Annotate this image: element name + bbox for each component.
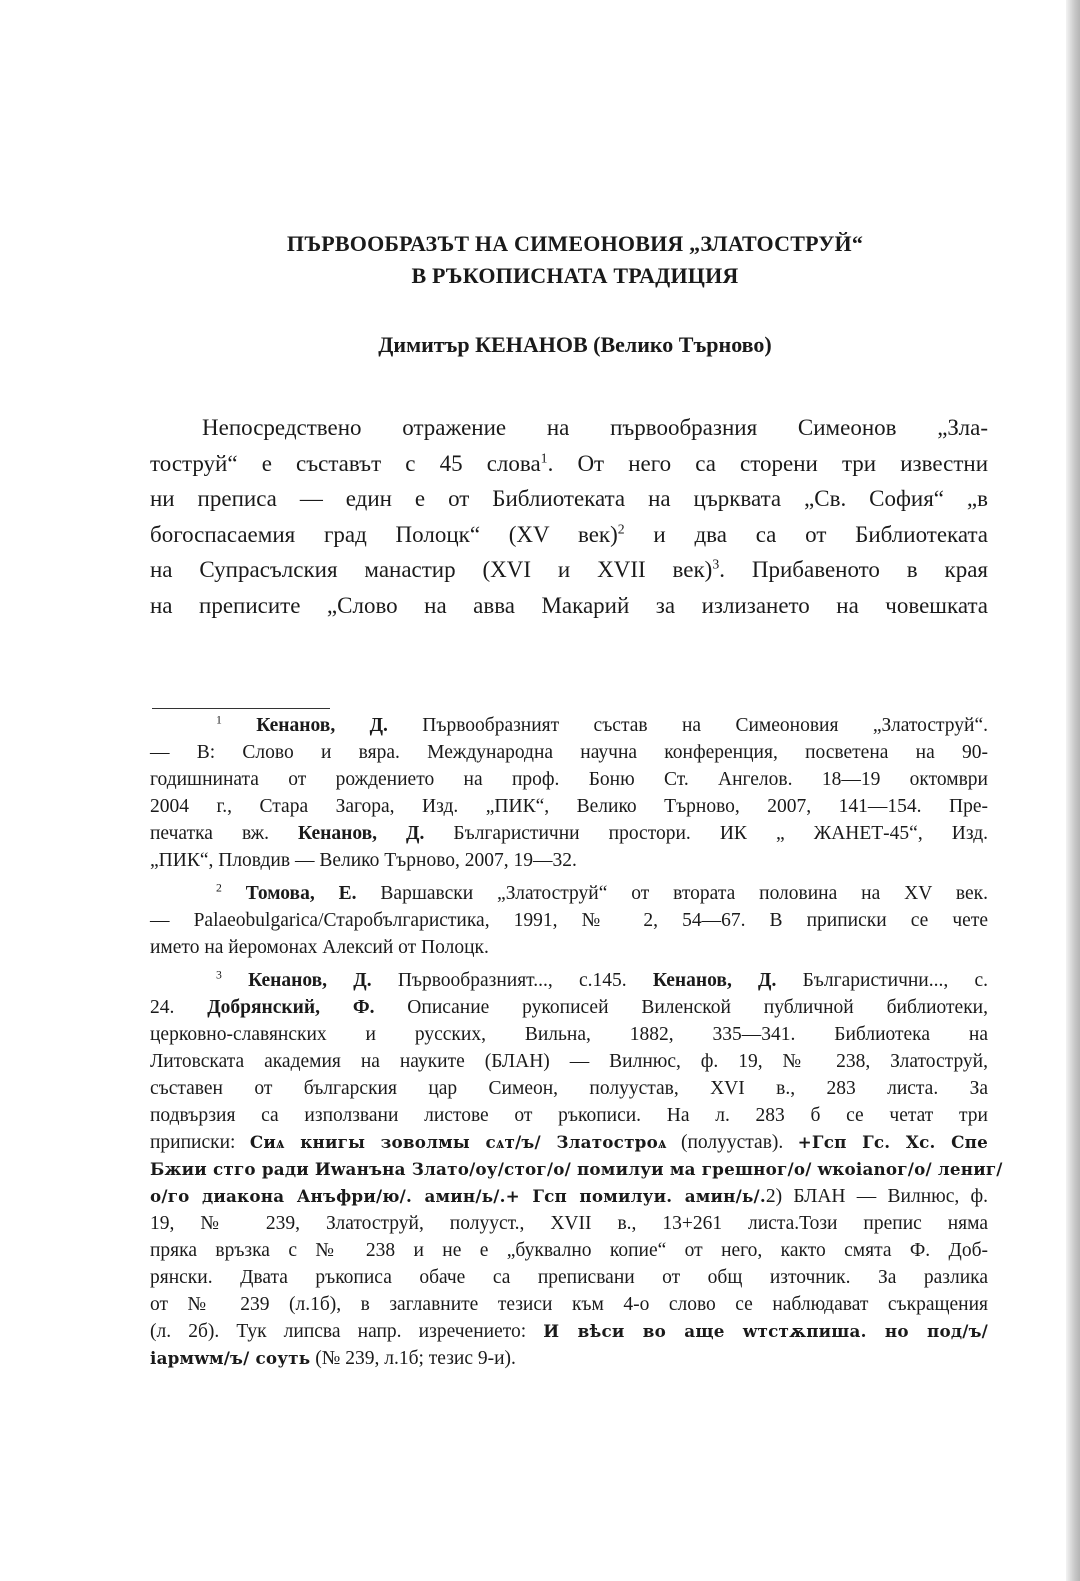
church-slavonic-text: iармwм/ъ/ соуть: [150, 1348, 311, 1368]
footnote-3: $^3$ Кенанов, Д. Първообразният..., с.145. Кенанов, Д. Българистични..., с. 24. Добрянский, Ф. Описание рукописей Виленской публичной библиотеки, церковно-славянских и русских, Вильна, 1882, 335—341. Библиотека на Литовската академия на науките (БЛАН) — Вилнюс, ф. 19, № 238, Златоструй, съставен от българския цар Симеон, полуустав, XVI в., 283 листа. За подвързия са използвани листове от ръкописи. На л. 283 б се четат три приписки: Сиѧ книгы зоволмы сѧт/ъ/ Златостроѧ (полуустав). +Гсп Гс. Хс. Спе Бжии стго ради Иwанъна Злато/оу/стог/о/ помилуи ма грешног/о/ wкоianог/о/ лениг/ о/го диакона Анъфри/ю/. амин/ь/.+ Гсп помилуи. амин/ь/.2) БЛАН — Вилнюс, ф. 19, № 239, Златоструй, полууст., XVII в., 13+261 листа.Този препис няма пряка връзка с № 238 и не е „буквално копие“ от него, както смята Ф. Доб- рянски. Двата ръкописа обаче са преписвани от общ източник. За разлика от № 239 (л.1б), в заглавните тезиси към 4-о слово се наблюдават съкращения (л. 2б). Тук липсва напр. изречението: И вѣси во аще wтстѫпиша. но под/ъ/ iармwм/ъ/ соуть (№ 239, л.1б; тезис 9-и).: [150, 968, 1003, 1369]
body-line: на преписите „Слово на авва Макарий за излизането на човешката: [150, 592, 988, 618]
footnote-2: $^2$ Томова, Е. Варшавски „Златоструй“ от втората половина на XV век. — Palaeobulgarica/Старобългаристика, 1991, № 2, 54—67. В приписки се чете името на йеромонах Алексий от Полоцк.: [150, 881, 988, 958]
body-line: тоструй“ е съставът с 45 слова$^1$. От него са сторени три известни: [150, 449, 988, 476]
church-slavonic-text: Сиѧ книгы зоволмы сѧт/ъ/ Златостроѧ: [249, 1132, 667, 1152]
footnote-number: 1: [216, 713, 222, 727]
footnote-ref-1: 1: [540, 449, 548, 465]
body-line: Непосредствено отражение на първообразния Симеонов „Зла-: [202, 415, 988, 440]
footnote-1: $^1$ Кенанов, Д. Първообразният състав на Симеоновия „Златоструй“. — В: Слово и вяра. Международна научна конференция, посветена на 90- годишнината от рождението на проф. Боню Ст. Ангелов. 18—19 октомври 2004 г., Стара Загора, Изд. „ПИК“, Велико Търново, 2007, 141—154. Пре- печатка вж. Кенанов, Д. Българистични простори. ИК „ ЖАНЕТ-45“, Изд. „ПИК“, Пловдив — Велико Търново, 2007, 19—32.: [150, 713, 989, 871]
church-slavonic-text: И вѣси во аще wтстѫпиша. но под/ъ/: [543, 1321, 988, 1341]
body-line: на Супрасълския манастир (XVI и XVII век)$^3$. Прибавеното в края: [150, 556, 989, 582]
footnote-ref-2: 2: [617, 520, 625, 536]
footnote-number: 2: [216, 881, 222, 895]
footnotes: [150, 712, 1003, 1378]
footnote-separator: [152, 708, 330, 709]
title-line-1: ПЪРВООБРАЗЪТ НА СИМЕОНОВИЯ „ЗЛАТОСТРУЙ“: [286, 231, 864, 256]
title-line-2: В РЪКОПИСНАТА ТРАДИЦИЯ: [411, 263, 739, 288]
body-line: ни преписа — един е от Библиотеката на църквата „Св. София“ „в: [150, 486, 988, 511]
scan-edge-shadow: [1066, 0, 1080, 1581]
author-line: Димитър КЕНАНОВ (Велико Търново): [378, 332, 772, 357]
footnote-ref-3: 3: [712, 556, 720, 572]
church-slavonic-text: о/го диакона Анъфри/ю/. амин/ь/.+ Гсп помилуи. амин/ь/.: [150, 1186, 766, 1206]
body-line: богоспасаемия град Полоцк“ (XV век)$^2$ и два са от Библиотеката: [150, 520, 989, 547]
church-slavonic-text: Бжии стго ради Иwанъна Злато/оу/стог/о/ помилуи ма грешног/о/ wкоianог/о/ лениг/: [150, 1159, 1003, 1179]
church-slavonic-text: +Гсп Гс. Хс. Спе: [797, 1132, 988, 1152]
footnote-number: 3: [216, 968, 222, 982]
body-paragraph: [150, 410, 988, 623]
article-title: [150, 228, 1000, 292]
